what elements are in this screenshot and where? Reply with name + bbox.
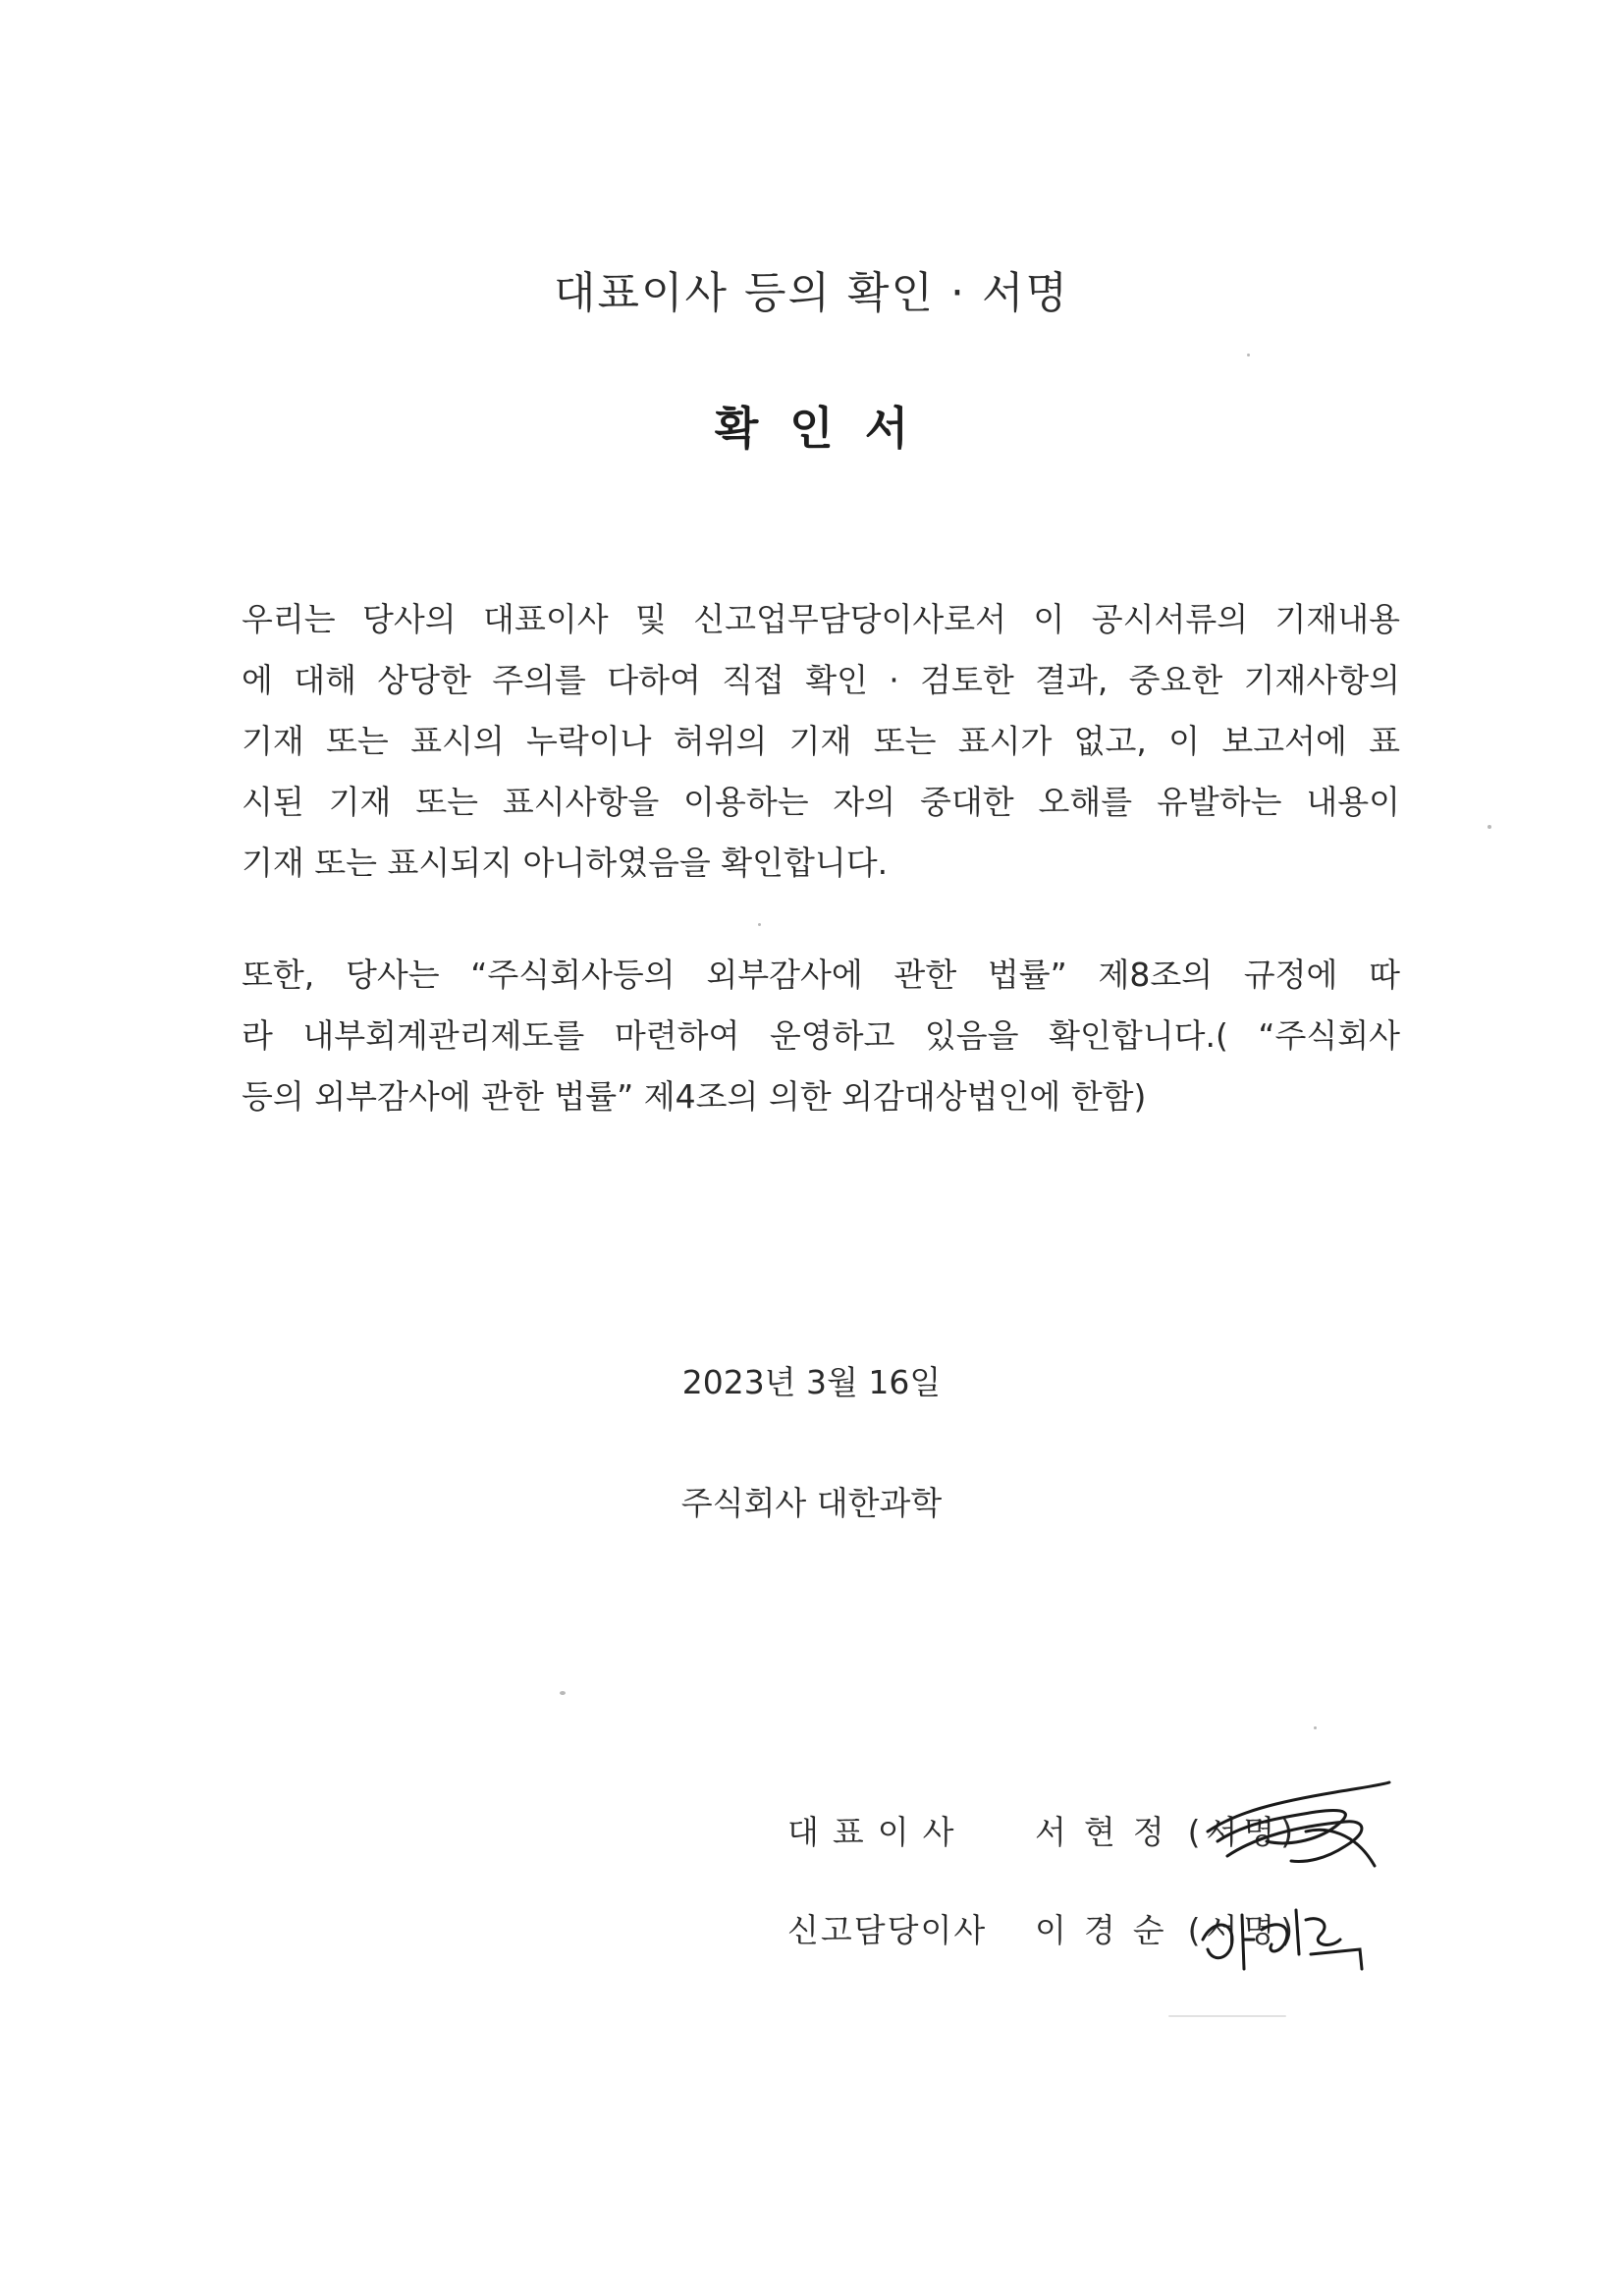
paragraph-internal-control	[242, 945, 1400, 1127]
signer-role: 대표이사	[787, 1813, 968, 1851]
paragraph-line: 시된 기재 또는 표시사항을 이용하는 자의 중대한 오해를 유발하는 내용이	[242, 783, 1400, 821]
paragraph-line: 또한, 당사는 “주식회사등의 외부감사에 관한 법률” 제8조의 규정에 따	[242, 956, 1400, 994]
paragraph-line: 기재 또는 표시의 누락이나 허위의 기재 또는 표시가 없고, 이 보고서에 표	[242, 722, 1400, 760]
paragraph-line: 등의 외부감사에 관한 법률” 제4조의 의한 외감대상법인에 한함)	[242, 1077, 1147, 1116]
company-name: 주식회사 대한과학	[680, 1484, 943, 1522]
scan-speck	[1247, 354, 1250, 356]
signer-name: 이경순	[1035, 1911, 1182, 1949]
paragraph-line: 에 대해 상당한 주의를 다하여 직접 확인 · 검토한 결과, 중요한 기재사항의	[242, 661, 1400, 699]
paragraph-line: 기재 또는 표시되지 아니하였음을 확인합니다.	[242, 844, 889, 882]
paragraph-line: 우리는 당사의 대표이사 및 신고업무담당이사로서 이 공시서류의 기재내용	[242, 600, 1400, 638]
scan-speck	[560, 1691, 566, 1695]
document-title: 확인서	[714, 402, 941, 455]
paragraph-line: 라 내부회계관리제도를 마련하여 운영하고 있음을 확인합니다.( “주식회사	[242, 1016, 1400, 1055]
document-date: 2023년 3월 16일	[681, 1363, 942, 1401]
scan-speck	[1314, 1726, 1317, 1729]
scan-speck	[1488, 825, 1491, 829]
signature-mark: (서명)	[1187, 1813, 1300, 1851]
signature-mark: (서명)	[1187, 1911, 1300, 1949]
handwritten-signature-icon	[1198, 1773, 1394, 1881]
header-title: 대표이사 등의 확인 · 서명	[554, 268, 1069, 318]
handwritten-signature-icon	[1193, 1900, 1370, 1989]
scan-speck	[758, 923, 761, 926]
paragraph-confirmation	[242, 589, 1400, 894]
signer-name: 서현정	[1035, 1813, 1182, 1851]
scan-speck	[1168, 2015, 1286, 2017]
signer-role: 신고담당이사	[787, 1911, 988, 1949]
